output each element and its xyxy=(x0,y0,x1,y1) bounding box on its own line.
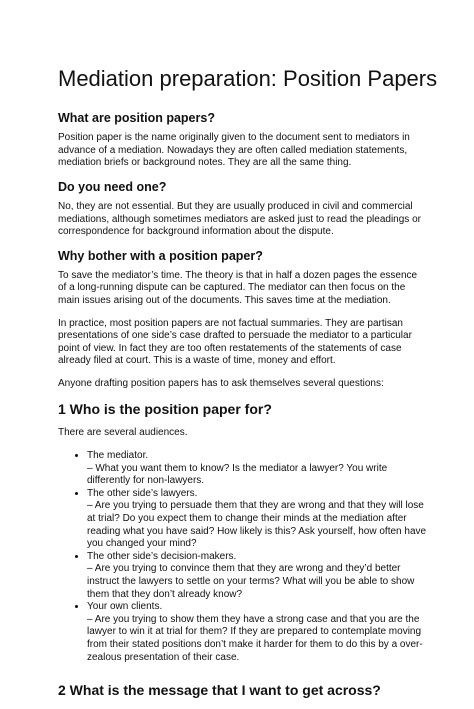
audience-title-other-side-decision-makers: • The other side’s decision-makers. xyxy=(87,550,237,562)
section-heading-do-you-need-one: Do you need one? xyxy=(58,180,167,195)
question-1-intro: There are several audiences. xyxy=(58,427,188,439)
question-2-heading: 2 What is the message that I want to get across? xyxy=(58,682,381,699)
audience-text-other-side-decision-makers: – Are you trying to convince them that they are wrong and they’d better instruct the lawyers to settle on your terms? What will you be able to show them that they don’t already know? xyxy=(87,563,415,600)
section-why-bother xyxy=(58,249,428,391)
paragraph-do-you-need-one: No, they are not essential. But they are usually produced in civil and commercial mediations, although sometimes mediators are asked just to read the pleadings or correspondence for background information about the dispute. xyxy=(58,201,421,238)
audience-list-item-other-side-decision-makers xyxy=(87,551,428,601)
audience-text-other-side-lawyers: – Are you trying to persuade them that they are wrong and that they will lose at trial? Do you expect them to change their minds at the mediation after reading what you have said? How likely is this? Ask yourself, how often have you changed your mind? xyxy=(87,500,427,550)
paragraph-why-bother-2: In practice, most position papers are not factual summaries. They are partisan presentations of one side’s case drafted to persuade the mediator to a particular point of view. In fact they are too often restatements of the statements of case already filed at court. This is a waste of time, money and effort. xyxy=(58,317,412,367)
section-do-you-need-one xyxy=(58,180,428,239)
section-what-are-position-papers xyxy=(58,111,428,170)
document-title: Mediation preparation: Position Papers xyxy=(58,66,438,91)
question-1-heading: 1 Who is the position paper for? xyxy=(58,400,272,417)
paragraph-what-are-position-papers: Position paper is the name originally given to the document sent to mediators in advance of a mediation. Nowadays they are often called mediation statements, mediation briefs or background notes. They are all the same thing. xyxy=(58,132,410,169)
paragraph-why-bother-3: Anyone drafting position papers has to ask themselves several questions: xyxy=(58,378,384,390)
section-heading-why-bother: Why bother with a position paper? xyxy=(58,248,263,263)
audience-title-mediator: • The mediator. xyxy=(87,450,149,461)
audience-list xyxy=(58,450,428,664)
audience-list-item-mediator xyxy=(87,450,428,488)
section-question-2 xyxy=(58,682,428,699)
audience-text-mediator: – What you want them to know? Is the mediator a lawyer? You write differently for non-lawyers. xyxy=(87,462,388,487)
document-page xyxy=(58,66,438,709)
audience-list-item-own-clients xyxy=(87,601,428,664)
section-heading-what-are-position-papers: What are position papers? xyxy=(58,111,215,126)
audience-title-other-side-lawyers: • The other side’s lawyers. xyxy=(87,487,198,499)
audience-title-own-clients: • Your own clients. xyxy=(87,601,163,613)
audience-text-own-clients: – Are you trying to show them they have a strong case and that you are the lawyer to win it at trial for them? If they are prepared to contemplate moving from their stated positions don’t make it harder for them to do this by a over-zealous presentation of their case. xyxy=(87,613,423,663)
paragraph-why-bother-1: To save the mediator’s time. The theory is that in half a dozen pages the essence of a long-running dispute can be captured. The mediator can then focus on the main issues arising out of the documents. This saves time at the mediation. xyxy=(58,269,418,307)
audience-list-item-other-side-lawyers xyxy=(87,488,428,551)
section-question-1 xyxy=(58,401,428,664)
